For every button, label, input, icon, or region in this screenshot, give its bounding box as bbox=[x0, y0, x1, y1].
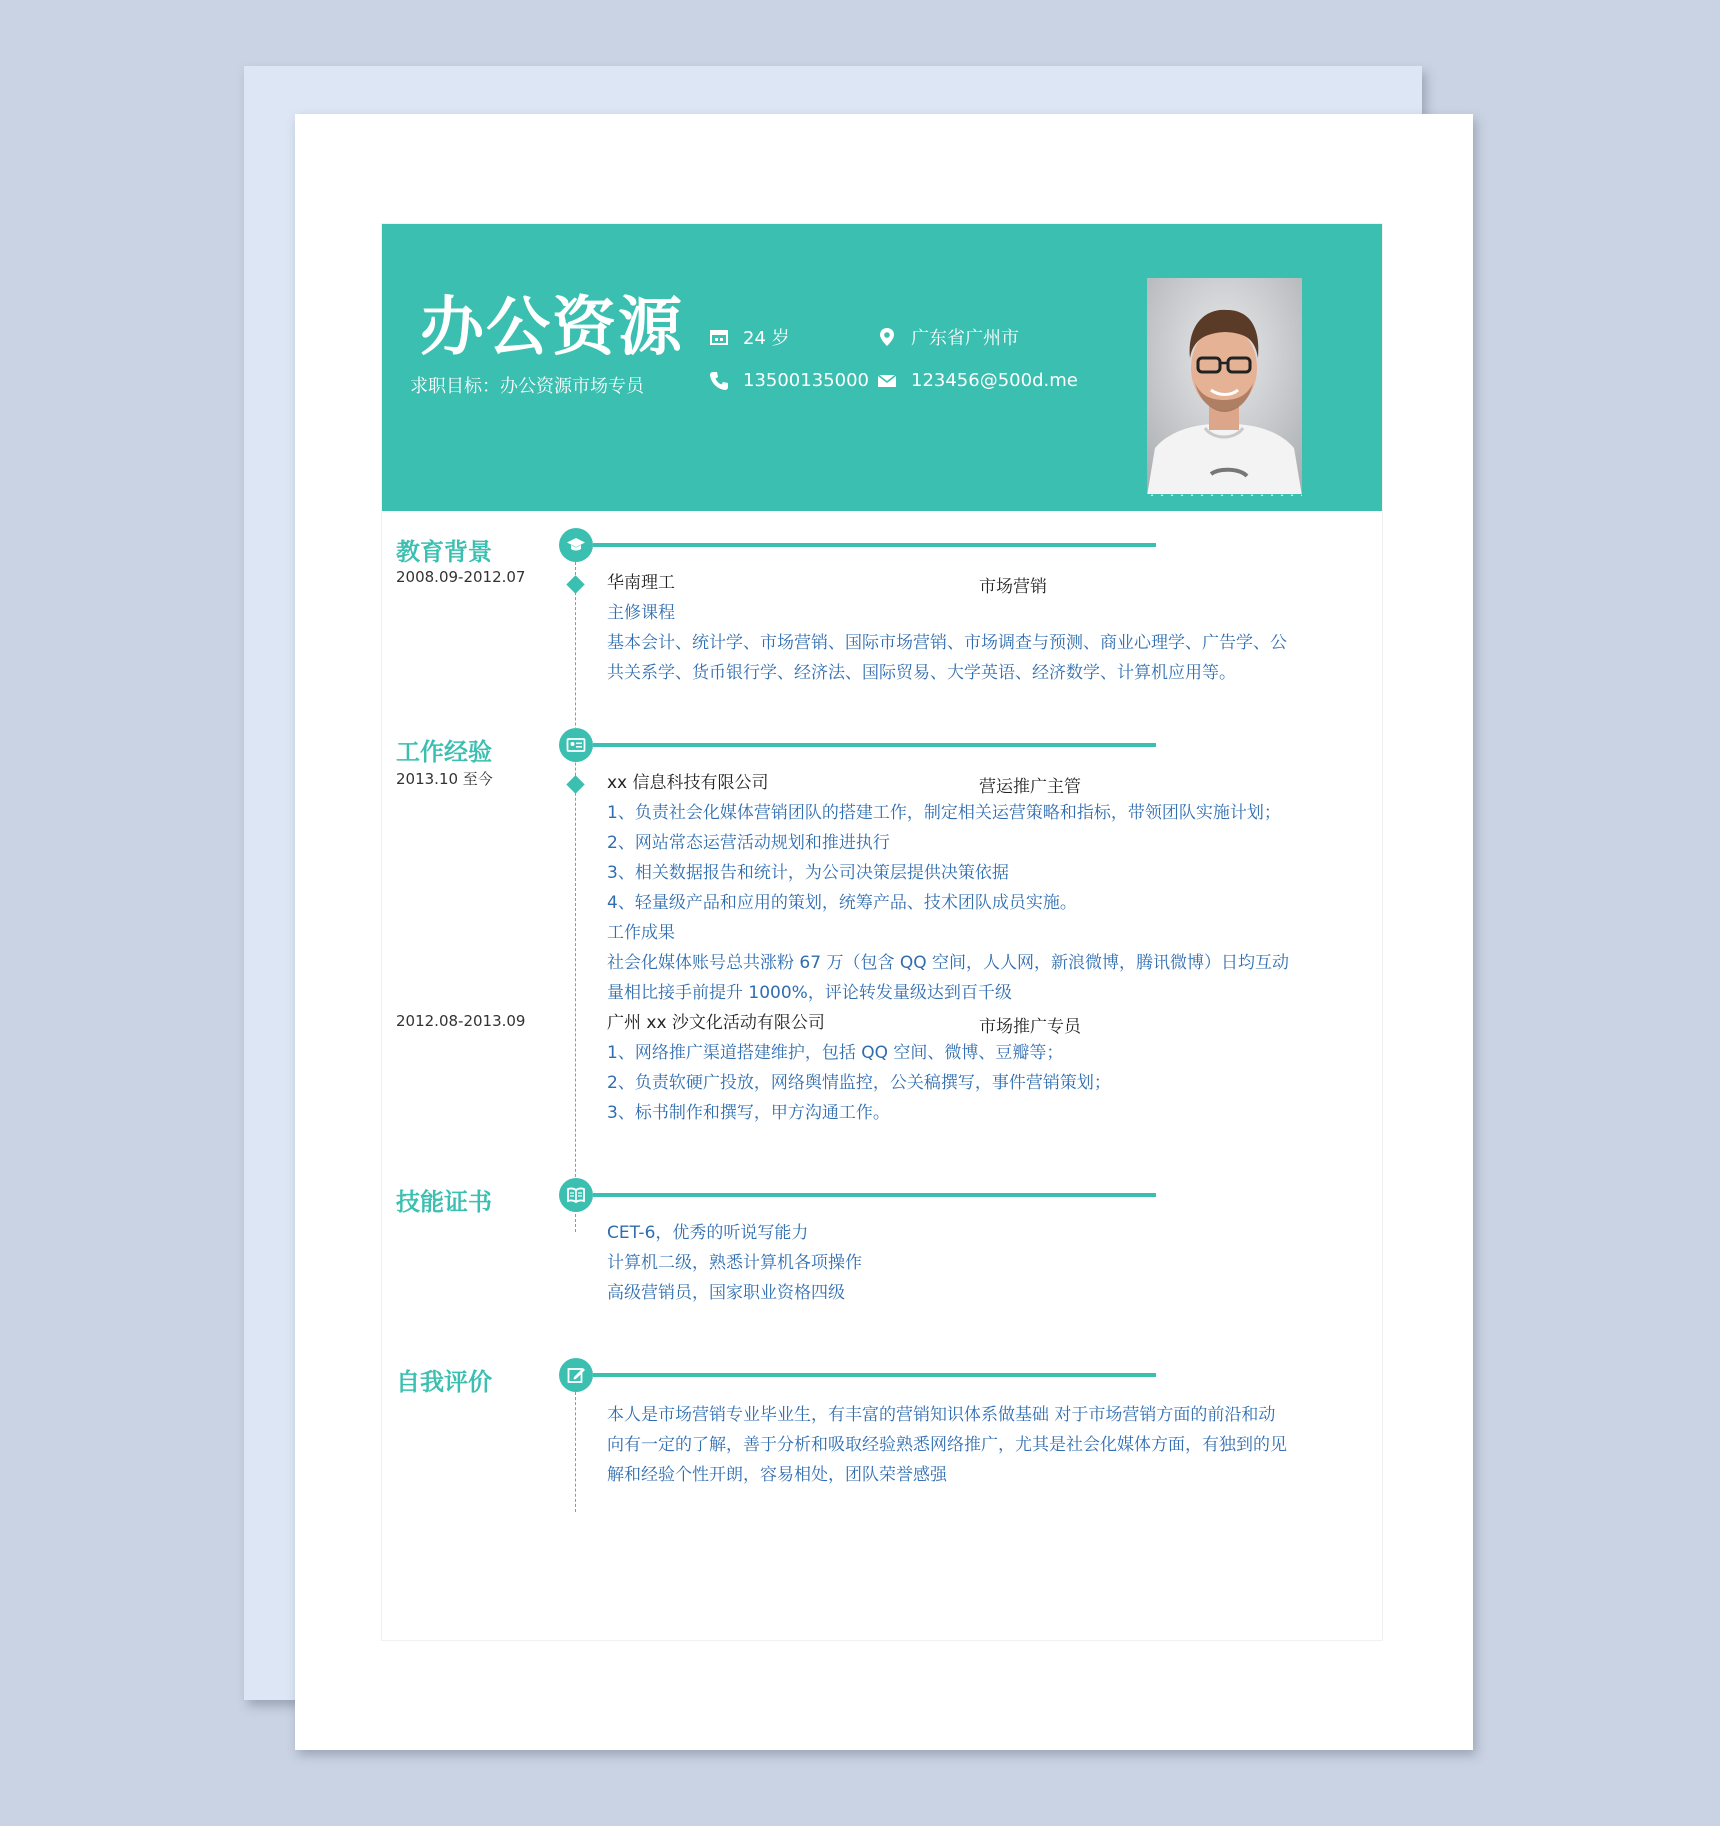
phone-icon bbox=[709, 371, 729, 391]
timeline-line bbox=[575, 562, 576, 1232]
self-eval-line-2: 向有一定的了解，善于分析和吸取经验熟悉网络推广，尤其是社会化媒体方面，有独到的见 bbox=[607, 1435, 1287, 1455]
job-1-position: 营运推广主管 bbox=[979, 777, 1081, 797]
skills-section-icon bbox=[559, 1178, 593, 1212]
self-eval-line-1: 本人是市场营销专业毕业生，有丰富的营销知识体系做基础 对于市场营销方面的前沿和动 bbox=[607, 1405, 1276, 1425]
courses-label: 主修课程 bbox=[607, 603, 675, 623]
book-icon bbox=[566, 1185, 586, 1205]
job-objective: 求职目标：办公资源市场专员 bbox=[410, 376, 644, 397]
education-section-icon bbox=[559, 528, 593, 562]
skill-1: CET-6，优秀的听说写能力 bbox=[607, 1223, 809, 1243]
resume-page bbox=[382, 224, 1382, 1640]
age-info bbox=[709, 324, 790, 350]
courses-line-1: 基本会计、统计学、市场营销、国际市场营销、市场调查与预测、商业心理学、广告学、公 bbox=[607, 633, 1287, 653]
job-2-company: 广州 xx 沙文化活动有限公司 bbox=[607, 1013, 825, 1033]
timeline-line-end bbox=[575, 1392, 576, 1512]
profile-photo bbox=[1147, 278, 1302, 496]
courses-line-2: 共关系学、货币银行学、经济法、国际贸易、大学英语、经济数学、计算机应用等。 bbox=[607, 663, 1236, 683]
age-text: 24 岁 bbox=[743, 328, 790, 349]
skills-title: 技能证书 bbox=[396, 1188, 492, 1216]
job-1-duty-2: 2、网站常态运营活动规划和推进执行 bbox=[607, 833, 890, 853]
job-1-duty-3: 3、相关数据报告和统计，为公司决策层提供决策依据 bbox=[607, 863, 1009, 883]
self-eval-title: 自我评价 bbox=[396, 1368, 492, 1396]
education-divider bbox=[593, 543, 1156, 547]
self-eval-line-3: 解和经验个性开朗，容易相处，团队荣誉感强 bbox=[607, 1465, 947, 1485]
job-1-date: 2013.10 至今 bbox=[396, 770, 493, 788]
candidate-name: 办公资源 bbox=[420, 291, 684, 365]
location-icon bbox=[877, 327, 897, 347]
education-date: 2008.09-2012.07 bbox=[396, 568, 526, 586]
skill-3: 高级营销员，国家职业资格四级 bbox=[607, 1283, 845, 1303]
email-text: 123456@500d.me bbox=[911, 370, 1078, 391]
id-card-icon bbox=[566, 735, 586, 755]
work-marker bbox=[566, 775, 584, 793]
education-marker bbox=[566, 575, 584, 593]
edit-icon bbox=[566, 1365, 586, 1385]
job-1-company: xx 信息科技有限公司 bbox=[607, 773, 769, 793]
education-title: 教育背景 bbox=[396, 538, 492, 566]
mail-icon bbox=[877, 371, 897, 391]
job-1-duty-1: 1、负责社会化媒体营销团队的搭建工作，制定相关运营策略和指标，带领团队实施计划； bbox=[607, 803, 1281, 823]
calendar-icon bbox=[709, 327, 729, 347]
education-major: 市场营销 bbox=[979, 577, 1047, 597]
work-title: 工作经验 bbox=[396, 738, 492, 766]
job-2-date: 2012.08-2013.09 bbox=[396, 1012, 526, 1030]
education-school: 华南理工 bbox=[607, 573, 675, 593]
graduation-cap-icon bbox=[566, 535, 586, 555]
resume-header bbox=[382, 224, 1382, 511]
location-text: 广东省广州市 bbox=[911, 328, 1019, 349]
job-2-duty-1: 1、网络推广渠道搭建维护，包括 QQ 空间、微博、豆瓣等； bbox=[607, 1043, 1064, 1063]
job-1-results-label: 工作成果 bbox=[607, 923, 675, 943]
skill-2: 计算机二级，熟悉计算机各项操作 bbox=[607, 1253, 862, 1273]
self-eval-section-icon bbox=[559, 1358, 593, 1392]
skills-divider bbox=[593, 1193, 1156, 1197]
job-2-duty-2: 2、负责软硬广投放，网络舆情监控，公关稿撰写，事件营销策划； bbox=[607, 1073, 1111, 1093]
job-2-position: 市场推广专员 bbox=[979, 1017, 1081, 1037]
phone-info bbox=[709, 370, 869, 391]
phone-text: 13500135000 bbox=[743, 370, 869, 391]
job-1-results-line-1: 社会化媒体账号总共涨粉 67 万（包含 QQ 空间，人人网，新浪微博，腾讯微博）日均互动 bbox=[607, 953, 1290, 973]
work-divider bbox=[593, 743, 1156, 747]
work-section-icon bbox=[559, 728, 593, 762]
email-info bbox=[877, 370, 1078, 391]
job-1-duty-4: 4、轻量级产品和应用的策划，统筹产品、技术团队成员实施。 bbox=[607, 893, 1077, 913]
header-zigzag-edge bbox=[382, 494, 1382, 514]
location-info bbox=[877, 324, 1019, 350]
job-2-duty-3: 3、标书制作和撰写，甲方沟通工作。 bbox=[607, 1103, 890, 1123]
job-1-results-line-2: 量相比接手前提升 1000%，评论转发量级达到百千级 bbox=[607, 983, 1012, 1003]
self-eval-divider bbox=[593, 1373, 1156, 1377]
